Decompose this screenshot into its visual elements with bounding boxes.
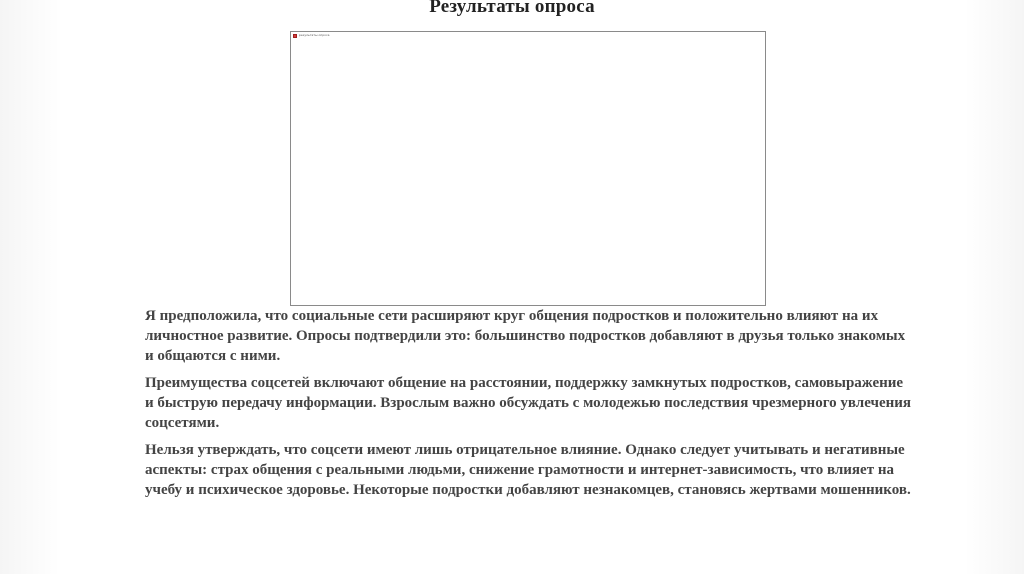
survey-results-image-placeholder	[290, 31, 766, 306]
right-edge-shadow	[964, 0, 1024, 574]
paragraph-advantages: Преимущества соцсетей включают общение на расстоянии, поддержку замкнутых подростков, самовыражение и быструю передачу информации. Взрослым важно обсуждать с молодежью последствия чрезмерного увлечения соцсетями.	[145, 375, 911, 431]
slide-title: Результаты опроса	[429, 0, 595, 17]
broken-image-label: результаты опроса	[299, 33, 330, 37]
paragraph-negative-aspects: Нельзя утверждать, что соцсети имеют лишь отрицательное влияние. Однако следует учитывать и негативные аспекты: страх общения с реальными людьми, снижение грамотности и интернет-зависимость, что влияет на учебу и психическое здоровье. Некоторые подростки добавляют незнакомцев, становясь жертвами мошенников.	[145, 442, 911, 498]
body-text	[145, 306, 915, 507]
broken-image-icon	[293, 34, 297, 38]
left-edge-shadow	[0, 0, 60, 574]
paragraph-hypothesis: Я предположила, что социальные сети расширяют круг общения подростков и положительно влияют на их личностное развитие. Опросы подтвердили это: большинство подростков добавляют в друзья только знакомых и общаются с ними.	[145, 308, 906, 364]
